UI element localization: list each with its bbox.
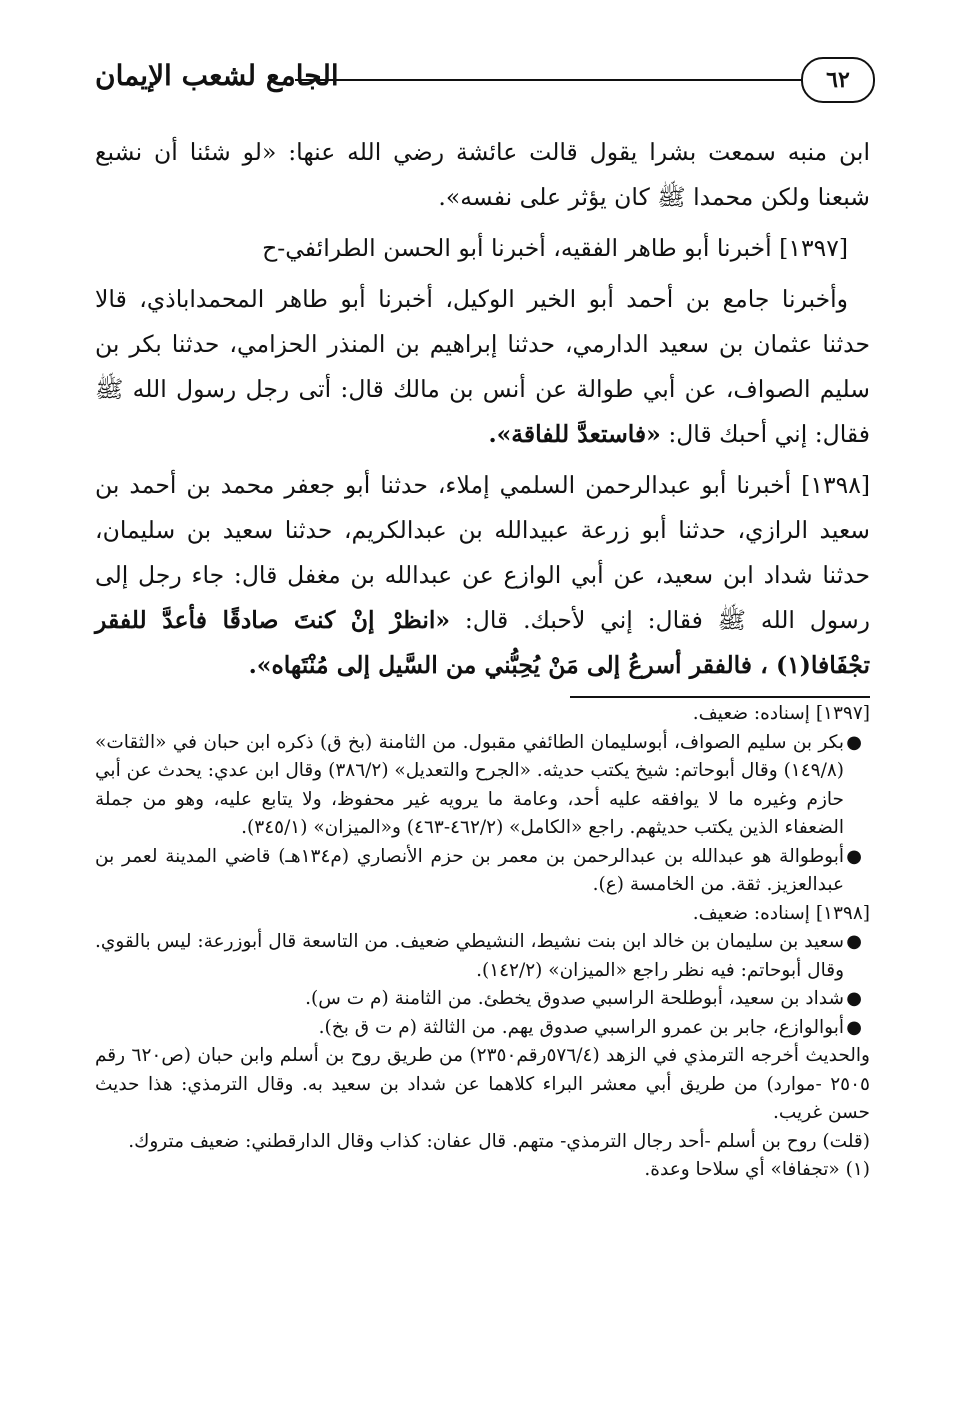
list-item-text: بكر بن سليم الصواف، أبوسليمان الطائفي مقبول. من الثامنة (بخ ق) ذكره ابن حبان في «الثقات» (١٤٩/٨) وقال أبوحاتم: شيخ يكتب حديثه. «الجرح والتعديل» (٣٨٦/٢) وقال ابن عدي: يحدث عن أبي حازم وغيره ما لا يوافقه عليه أحد، وعامة ما يرويه غير محفوظ، ولا يتابع عليه، وهو من جملة الضعفاء الذين يكتب حديثهم. راجع «الكامل» (٤٦٢/٢-٤٦٣) و«الميزان» (٣٤٥/١). bbox=[95, 731, 844, 838]
list-item-text: شداد بن سعيد، أبوطلحة الراسبي صدوق يخطئ. من الثامنة (م ت س). bbox=[305, 988, 844, 1009]
list-item bbox=[95, 928, 870, 985]
matn-text: «انظرْ إنْ كنتَ صادقًا فأعدَّ للفقر تجْفَافا(١) ، فالفقر أسرعُ إلى مَنْ يُحِبُّني من السَّيل إلى مُنْتَهاه». bbox=[95, 606, 870, 679]
qult-paragraph: (قلت) روح بن أسلم -أحد رجال الترمذي- متهم. قال عفان: كذاب وقال الدارقطني: ضعيف متروك. bbox=[128, 1130, 870, 1152]
list-item bbox=[95, 729, 870, 843]
list-item bbox=[95, 1014, 870, 1043]
footnote-1: (١) «تجفافا» أي سلاحا وعدة. bbox=[644, 1159, 870, 1180]
footnotes bbox=[95, 700, 870, 1185]
list-item-text: أبوطوالة هو عبدالله بن عبدالرحمن بن معمر بن حزم الأنصاري (م١٣٤هـ) قاضي المدينة لعمر بن عبدالعزيز. ثقة. من الخامسة (ع). bbox=[95, 845, 844, 895]
bullet-icon: ● bbox=[846, 988, 862, 1009]
note-1397-list bbox=[95, 729, 870, 900]
footnote-separator bbox=[570, 696, 870, 698]
page-header bbox=[95, 55, 875, 105]
note-1398-heading: [١٣٩٨] إسناده: ضعيف. bbox=[692, 902, 870, 924]
list-item-text: أبوالوازع، جابر بن عمرو الراسبي صدوق يهم. من الثالثة (م ت ق بخ). bbox=[318, 1016, 844, 1038]
hadith-1398-text bbox=[95, 463, 870, 688]
page-number: ٦٢ bbox=[801, 57, 875, 103]
list-item bbox=[95, 843, 870, 900]
bullet-icon: ● bbox=[846, 845, 862, 867]
bullet-icon: ● bbox=[846, 731, 862, 753]
bullet-icon: ● bbox=[846, 931, 862, 952]
book-title: الجامع لشعب الإيمان bbox=[95, 59, 339, 92]
bullet-icon: ● bbox=[846, 1016, 862, 1038]
takhrij-paragraph: والحديث أخرجه الترمذي في الزهد (٥٧٦/٤رقم٢٣٥٠) من طريق روح بن أسلم وابن حبان (ص٦٢٠ رقم ٢٥٠٥ -موارد) من طريق أبي معشر البراء كلاهما عن شداد بن سعيد به. وقال الترمذي: هذا حديث حسن غريب. bbox=[95, 1045, 870, 1123]
main-text bbox=[95, 130, 870, 710]
matn-text: «فاستعدَّ للفاقة». bbox=[488, 420, 661, 448]
isnad-text: [١٣٩٨] أخبرنا أبو عبدالرحمن السلمي إملاء، حدثنا أبو جعفر محمد بن أحمد بن سعيد الرازي، حدثنا أبو زرعة عبيدالله بن عبدالكريم، حدثنا سعيد بن سليمان، حدثنا شداد ابن سعيد، عن أبي الوازع عن عبدالله بن مغفل قال: جاء رجل إلى رسول الله ﷺ فقال: إني لأحبك. قال: bbox=[95, 471, 870, 634]
header-rule bbox=[295, 79, 801, 81]
list-item bbox=[95, 985, 870, 1014]
note-1397-heading: [١٣٩٧] إسناده: ضعيف. bbox=[692, 703, 870, 724]
note-1398-list bbox=[95, 928, 870, 1042]
hadith-1397-text bbox=[95, 277, 870, 457]
hadith-1397-heading: [١٣٩٧] أخبرنا أبو طاهر الفقيه، أخبرنا أبو الحسن الطرائفي-ح bbox=[262, 234, 848, 262]
isnad-text: وأخبرنا جامع بن أحمد أبو الخير الوكيل، أخبرنا أبو طاهر المحمداباذي، قالا حدثنا عثمان بن سعيد الدارمي، حدثنا إبراهيم بن المنذر الحزامي، حدثنا بكر بن سليم الصواف، عن أبي طوالة عن أنس بن مالك قال: أتى رجل رسول الله ﷺ فقال: إني أحبك قال: bbox=[95, 285, 870, 448]
list-item-text: سعيد بن سليمان بن خالد ابن بنت نشيط، النشيطي ضعيف. من التاسعة قال أبوزرعة: ليس بالقوي. وقال أبوحاتم: فيه نظر راجع «الميزان» (١٤٢/٢). bbox=[95, 931, 844, 981]
paragraph: ابن منبه سمعت بشرا يقول قالت عائشة رضي الله عنها: «لو شئنا أن نشبع شبعنا ولكن محمدا ﷺ كان يؤثر على نفسه». bbox=[95, 138, 870, 211]
